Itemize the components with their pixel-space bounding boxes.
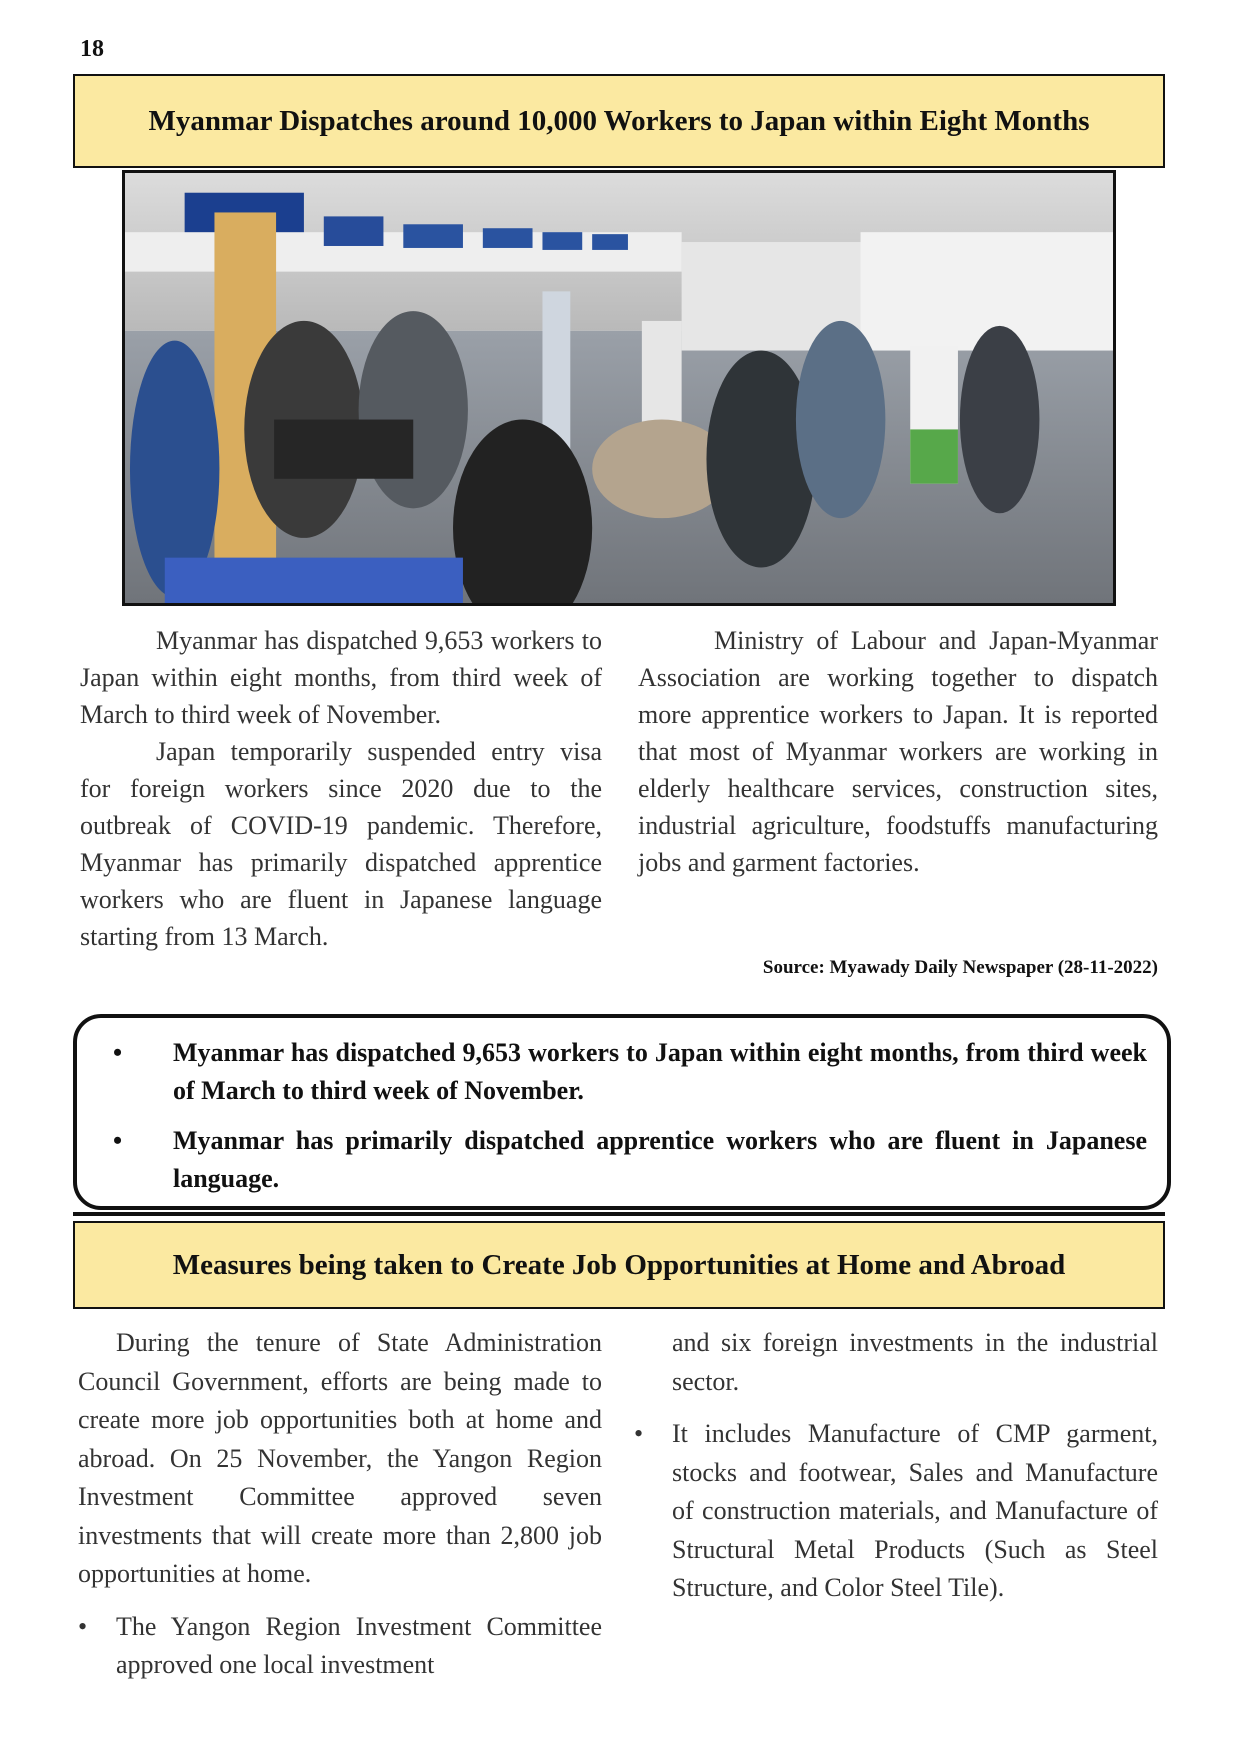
- bullet-item: • It includes Manufacture of CMP garment, stocks and footwear, Sales and Manufacture of construction materials, and Manufacture of Structural Metal Products (Such as Steel Structure, and Color Steel Tile).: [634, 1415, 1158, 1608]
- page-number: 18: [80, 36, 104, 62]
- article-paragraph: Ministry of Labour and Japan-Myanmar Association are working together to dispatch more apprentice workers to Japan. It is reported that most of Myanmar workers are working in elderly healthcare services, construction sites, industrial agriculture, foodstuffs manufacturing jobs and garment factories.: [638, 626, 1158, 877]
- article-paragraph: Japan temporarily suspended entry visa for foreign workers since 2020 due to the outbreak of COVID-19 pandemic. Therefore, Myanmar has primarily dispatched apprentice workers who are fluent in Japanese language starting from 13 March.: [80, 737, 602, 951]
- bullet-icon: •: [113, 1038, 123, 1067]
- article-paragraph: During the tenure of State Administration Council Government, efforts are being made to create more job opportunities both at home and abroad. On 25 November, the Yangon Region Investment Committee approved seven investments that will create more than 2,800 job opportunities at home.: [78, 1328, 602, 1588]
- article-title: Myanmar Dispatches around 10,000 Workers to Japan within Eight Months: [73, 74, 1165, 168]
- article-paragraph: and six foreign investments in the industrial sector.: [672, 1328, 1158, 1396]
- key-point: • Myanmar has dispatched 9,653 workers to Japan within eight months, from third week of March to third week of November.: [107, 1034, 1147, 1110]
- section-divider: [73, 1212, 1165, 1216]
- bullet-icon: •: [113, 1126, 123, 1155]
- airport-checkin-photo: [122, 170, 1116, 606]
- bullet-icon: •: [634, 1419, 644, 1448]
- bullet-icon: •: [78, 1611, 88, 1641]
- source-citation: Source: Myawady Daily Newspaper (28-11-2022): [762, 957, 1158, 978]
- article-paragraph: Myanmar has dispatched 9,653 workers to Japan within eight months, from third week of March to third week of November.: [80, 626, 602, 729]
- key-point: • Myanmar has primarily dispatched apprentice workers who are fluent in Japanese language.: [107, 1122, 1147, 1198]
- bullet-item: • The Yangon Region Investment Committee approved one local investment: [78, 1608, 602, 1685]
- article-title: Measures being taken to Create Job Opportunities at Home and Abroad: [73, 1221, 1165, 1309]
- key-points-box: [73, 1014, 1171, 1210]
